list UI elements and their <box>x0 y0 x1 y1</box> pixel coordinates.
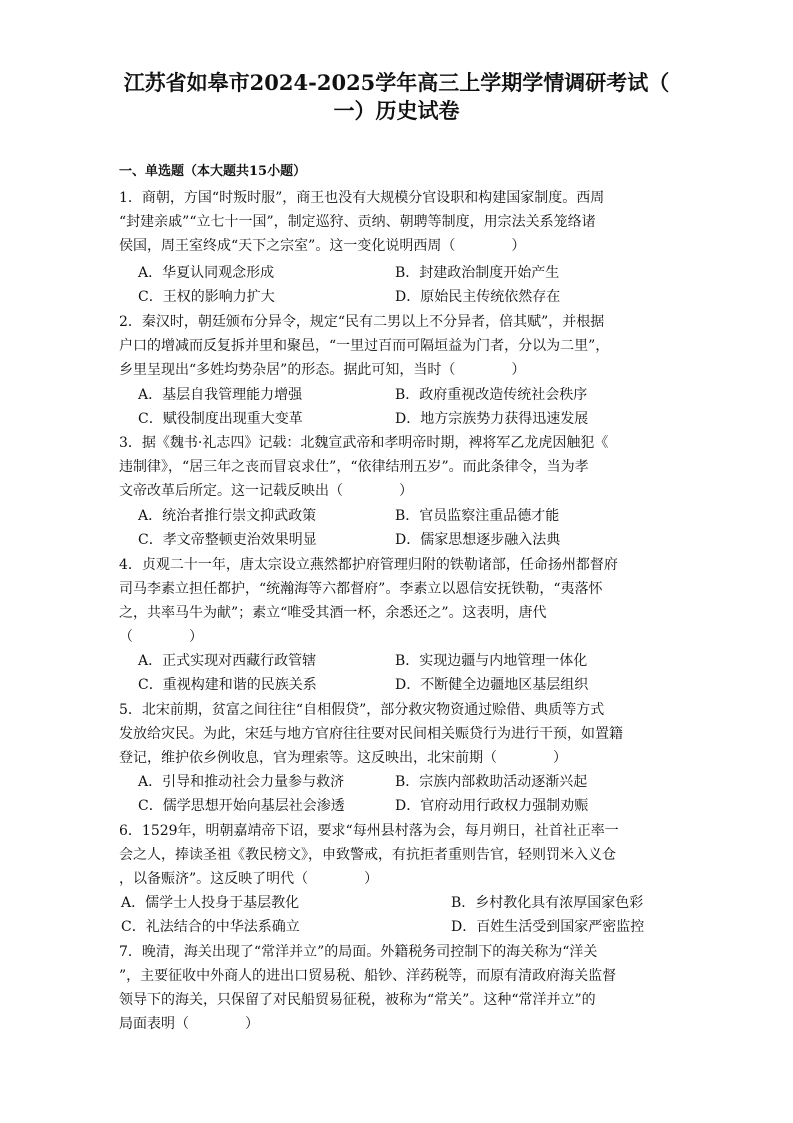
question-2-stem <box>119 310 679 382</box>
question-5-option-d: D．官府动用行政权力强制劝赈 <box>395 798 589 814</box>
question-text-line: 6．1529年，明朝嘉靖帝下诏，要求“每州县村落为会，每月朔日，社首社正率一 <box>119 823 619 839</box>
question-text-line: 1．商朝，方国“时叛时服”，商王也没有大规模分官设职和构建国家制度。西周 <box>119 190 605 206</box>
question-1-option-a: A．华夏认同观念形成 <box>138 265 275 281</box>
question-3-option-a: A．统治者推行崇文抑武政策 <box>138 508 317 524</box>
question-5-option-b: B．宗族内部救助活动逐渐兴起 <box>395 774 588 790</box>
question-text-line: 会之人，捧读圣祖《教民榜文》，申致警戒，有抗拒者重则告官，轻则罚米入义仓 <box>119 847 616 863</box>
question-2-option-b: B．政府重视改造传统社会秩序 <box>395 387 588 403</box>
question-text-line: “封建亲戚”“立七十一国”，制定巡狩、贡纳、朝聘等制度，用宗法关系笼络诸 <box>119 214 596 230</box>
question-1-stem <box>119 186 679 258</box>
question-6-option-a: A．儒学士人投身于基层教化 <box>121 895 300 911</box>
question-text-line: 侯国，周王室终成“天下之宗室”。这一变化说明西周（ ） <box>119 238 526 254</box>
question-6-option-d: D．百姓生活受到国家严密监控 <box>451 919 645 935</box>
question-5-option-a: A．引导和推动社会力量参与救济 <box>138 774 345 790</box>
question-4-option-c: C．重视构建和谐的民族关系 <box>138 677 317 693</box>
section-heading: 一、单选题（本大题共15小题） <box>119 164 307 179</box>
question-1-option-d: D．原始民主传统依然存在 <box>395 289 561 305</box>
question-5-option-c: C．儒学思想开始向基层社会渗透 <box>138 798 345 814</box>
question-4-stem <box>119 553 679 649</box>
question-text-line: 文帝改革后所定。这一记载反映出（ ） <box>119 483 413 499</box>
question-1-option-c: C．王权的影响力扩大 <box>138 289 275 305</box>
question-2-option-c: C．赋役制度出现重大变革 <box>138 411 303 427</box>
question-5-stem <box>119 698 679 770</box>
question-text-line: ”，主要征收中外商人的进出口贸易税、船钞、洋药税等，而原有清政府海关监督 <box>119 968 617 984</box>
question-2-option-d: D．地方宗族势力获得迅速发展 <box>395 411 589 427</box>
question-text-line: 之，共率马牛为献”；素立“唯受其酒一杯，余悉还之”。这表明，唐代 <box>119 605 547 621</box>
question-6-stem <box>119 819 679 891</box>
question-text-line: 发放给灾民。为此，宋廷与地方官府往往要对民间相关赈贷行为进行干预，如置籍 <box>119 726 623 742</box>
question-4-option-d: D．不断健全边疆地区基层组织 <box>395 677 589 693</box>
question-4-option-b: B．实现边疆与内地管理一体化 <box>395 653 588 669</box>
question-text-line: 3．据《魏书·礼志四》记载：北魏宣武帝和孝明帝时期，裨将军乙龙虎因触犯《 <box>119 435 609 451</box>
question-1-option-b: B．封建政治制度开始产生 <box>395 265 560 281</box>
question-3-option-b: B．官员监察注重品德才能 <box>395 508 560 524</box>
question-6-option-b: B．乡村教化具有浓厚国家色彩 <box>451 895 644 911</box>
question-text-line: 乡里呈现出“多姓均势杂居”的形态。据此可知，当时（ ） <box>119 362 526 378</box>
question-6-option-c: C．礼法结合的中华法系确立 <box>121 919 300 935</box>
question-4-option-a: A．正式实现对西藏行政管辖 <box>138 653 317 669</box>
question-text-line: 登记，维护依乡例收息，官为理索等。这反映出，北宋前期（ ） <box>119 750 567 766</box>
question-text-line: 户口的增减而反复拆并里和聚邑，“一里过百而可隔垣益为门者，分以为二里”， <box>119 338 610 354</box>
question-text-line: 7．晚清，海关出现了“常洋并立”的局面。外籍税务司控制下的海关称为“洋关 <box>119 944 598 960</box>
question-text-line: 违制律》，“居三年之丧而冒哀求仕”，“依律结刑五岁”。而此条律令，当为孝 <box>119 459 589 475</box>
question-7-stem <box>119 940 679 1036</box>
question-3-option-d: D．儒家思想逐步融入法典 <box>395 532 561 548</box>
question-text-line: 2．秦汉时，朝廷颁布分异令，规定“民有二男以上不分异者，倍其赋”，并根据 <box>119 314 605 330</box>
exam-title-line-1: 江苏省如皋市2024-2025学年高三上学期学情调研考试（ <box>123 70 670 95</box>
question-text-line: （ ） <box>119 629 203 645</box>
question-3-stem <box>119 431 679 503</box>
question-2-option-a: A．基层自我管理能力增强 <box>138 387 303 403</box>
question-text-line: 局面表明（ ） <box>119 1016 259 1032</box>
question-text-line: 司马李素立担任都护，“统瀚海等六都督府”。李素立以恩信安抚铁勒，“夷落怀 <box>119 581 603 597</box>
question-text-line: 5．北宋前期，贫富之间往往“自相假贷”，部分救灾物资通过赊借、典质等方式 <box>119 702 605 718</box>
exam-title-line-2: 一）历史试卷 <box>333 98 460 123</box>
question-text-line: ，以备赈济”。这反映了明代（ ） <box>119 871 379 887</box>
question-text-line: 领导下的海关，只保留了对民船贸易征税，被称为“常关”。这种“常洋并立”的 <box>119 992 596 1008</box>
question-text-line: 4．贞观二十一年，唐太宗设立燕然都护府管理归附的铁勒诸部，任命扬州都督府 <box>119 557 618 573</box>
question-3-option-c: C．孝文帝整顿吏治效果明显 <box>138 532 317 548</box>
